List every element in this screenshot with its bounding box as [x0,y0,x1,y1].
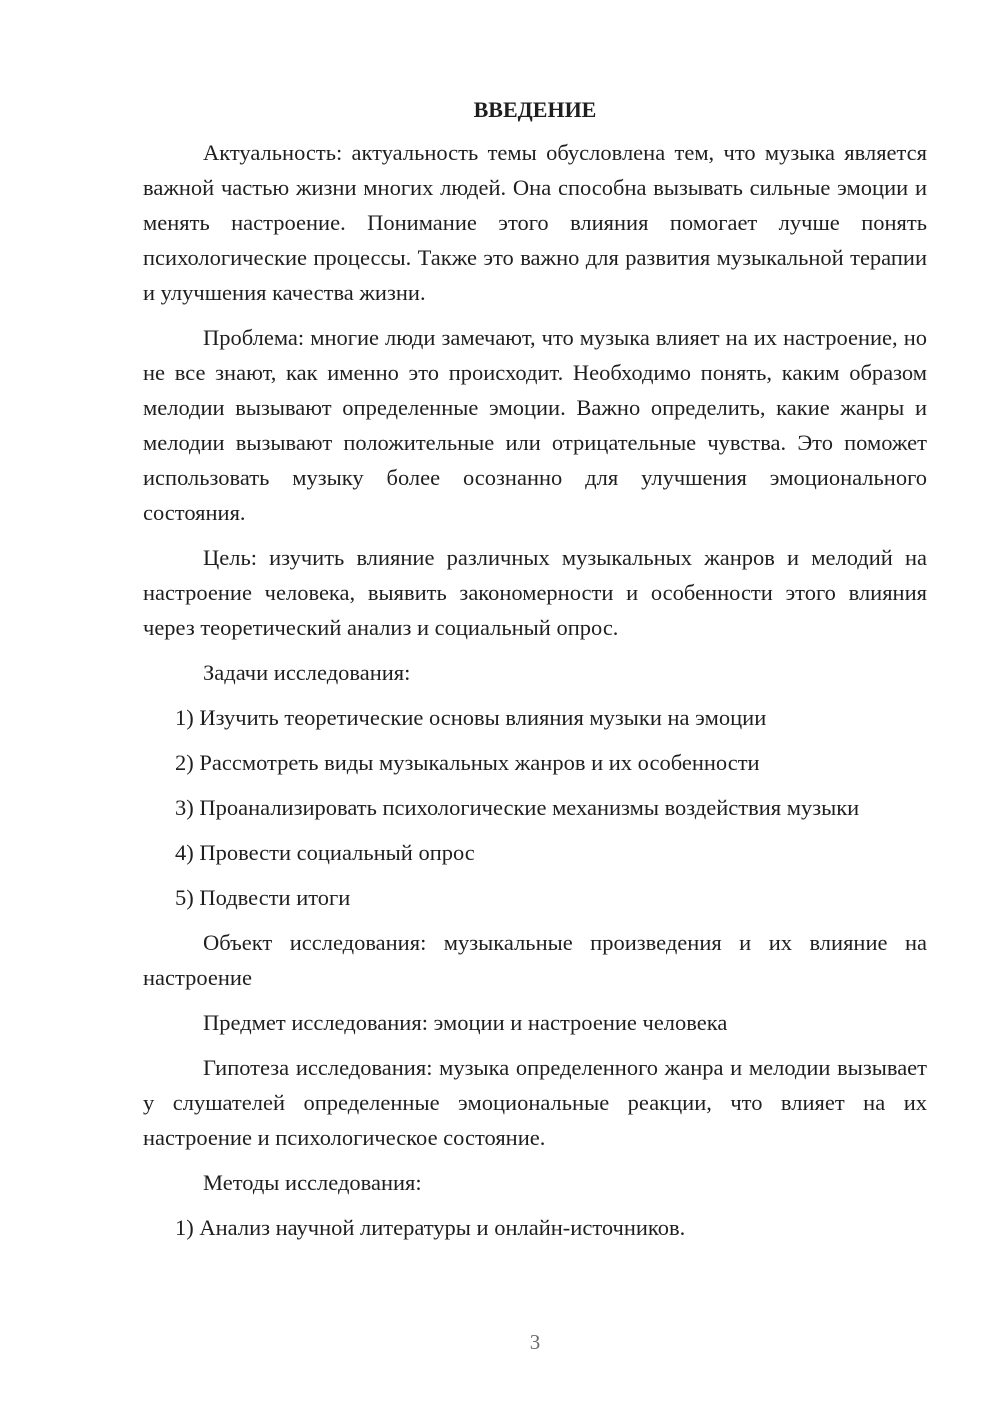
task-item-5: 5) Подвести итоги [175,885,351,910]
task-item-3: 3) Проанализировать психологические механизмы воздействия музыки [175,795,860,820]
paragraph-relevance: Актуальность: актуальность темы обусловлена тем, что музыка является важной частью жизни многих людей. Она способна вызывать сильные эмоции и менять настроение. Понимание этого влияния помогает лучше понять психологические процессы. Также это важно для развития музыкальной терапии и улучшения качества жизни. [143,140,927,305]
paragraph-hypothesis: Гипотеза исследования: музыка определенного жанра и мелодии вызывает у слушателей определенные эмоциональные реакции, что влияет на их настроение и психологическое состояние. [143,1055,927,1150]
method-item-1: 1) Анализ научной литературы и онлайн-источников. [175,1215,686,1240]
methods-heading: Методы исследования: [203,1170,422,1195]
task-item-1: 1) Изучить теоретические основы влияния музыки на эмоции [175,705,767,730]
tasks-heading: Задачи исследования: [203,660,411,685]
paragraph-problem: Проблема: многие люди замечают, что музыка влияет на их настроение, но не все знают, как именно это происходит. Необходимо понять, каким образом мелодии вызывают определенные эмоции. Важно определить, какие жанры и мелодии вызывают положительные или отрицательные чувства. Это поможет использовать музыку более осознанно для улучшения эмоционального состояния. [143,325,927,525]
section-title: ВВЕДЕНИЕ [473,97,597,122]
task-item-4: 4) Провести социальный опрос [175,840,475,865]
paragraph-object: Объект исследования: музыкальные произведения и их влияние на настроение [143,930,927,990]
page-number: 3 [529,1330,541,1354]
paragraph-subject: Предмет исследования: эмоции и настроение человека [203,1010,728,1035]
page-content [143,92,927,1255]
paragraph-goal: Цель: изучить влияние различных музыкальных жанров и мелодий на настроение человека, выявить закономерности и особенности этого влияния через теоретический анализ и социальный опрос. [143,545,927,640]
task-item-2: 2) Рассмотреть виды музыкальных жанров и их особенности [175,750,760,775]
